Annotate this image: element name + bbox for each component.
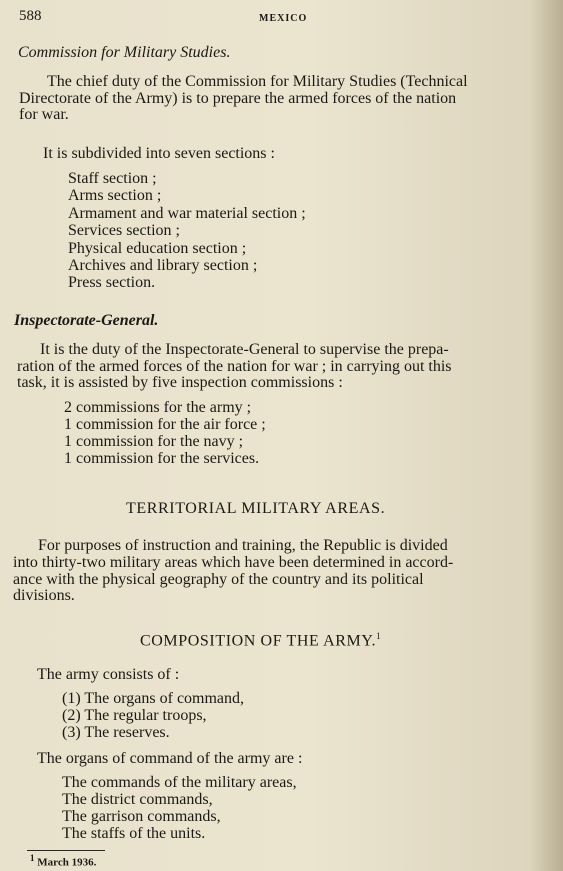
list-item: Physical education section ; <box>68 240 247 257</box>
sections-intro: It is subdivided into seven sections : <box>43 145 275 162</box>
list-item: 1 commission for the services. <box>64 450 260 467</box>
section-title-commission: Commission for Military Studies. <box>18 44 231 61</box>
army-consists-intro: The army consists of : <box>37 666 180 683</box>
list-item: 2 commissions for the army ; <box>64 399 252 416</box>
list-item: Archives and library section ; <box>68 257 258 274</box>
heading-territorial: TERRITORIAL MILITARY AREAS. <box>126 500 386 517</box>
paragraph-line: For purposes of instruction and training, the Republic is divided <box>38 537 448 554</box>
footnote-text: March 1936. <box>37 856 97 869</box>
list-item: (3) The reserves. <box>62 724 170 741</box>
paragraph-line: task, it is assisted by five inspection commissions : <box>17 374 343 391</box>
section-title-inspectorate: Inspectorate-General. <box>14 312 159 329</box>
list-item: Services section ; <box>68 222 180 239</box>
paragraph-line: for war. <box>19 106 69 123</box>
list-item: Armament and war material section ; <box>68 205 306 222</box>
paragraph-line: It is the duty of the Inspectorate-General to supervise the prepa- <box>40 341 449 358</box>
list-item: 1 commission for the navy ; <box>64 433 244 450</box>
running-title: MEXICO <box>259 13 308 24</box>
list-item: Staff section ; <box>68 170 157 187</box>
paragraph-line: ance with the physical geography of the country and its political <box>13 571 424 588</box>
paragraph-line: The chief duty of the Commission for Military Studies (Technical <box>47 73 468 90</box>
paragraph-line: ration of the armed forces of the nation for war ; in carrying out this <box>17 358 452 375</box>
paragraph-line: divisions. <box>13 587 75 604</box>
list-item: The district commands, <box>62 791 213 808</box>
list-item: Press section. <box>68 274 156 291</box>
list-item: (1) The organs of command, <box>62 690 245 707</box>
footnote <box>30 853 96 869</box>
paragraph-line: Directorate of the Army) is to prepare the armed forces of the nation <box>19 90 457 107</box>
heading-composition <box>140 631 381 650</box>
footnote-mark: 1 <box>30 853 35 863</box>
footnote-reference: 1 <box>376 631 382 641</box>
footnote-rule <box>27 850 105 851</box>
list-item: Arms section ; <box>68 187 162 204</box>
list-item: The garrison commands, <box>62 808 221 825</box>
heading-composition-text: COMPOSITION OF THE ARMY. <box>140 632 377 650</box>
list-item: The commands of the military areas, <box>62 774 297 791</box>
list-item: 1 commission for the air force ; <box>64 416 266 433</box>
paragraph-line: into thirty-two military areas which have been determined in accord- <box>13 554 454 571</box>
command-intro: The organs of command of the army are : <box>37 750 303 767</box>
page-number: 588 <box>19 8 42 24</box>
list-item: (2) The regular troops, <box>62 707 207 724</box>
list-item: The staffs of the units. <box>62 825 206 842</box>
